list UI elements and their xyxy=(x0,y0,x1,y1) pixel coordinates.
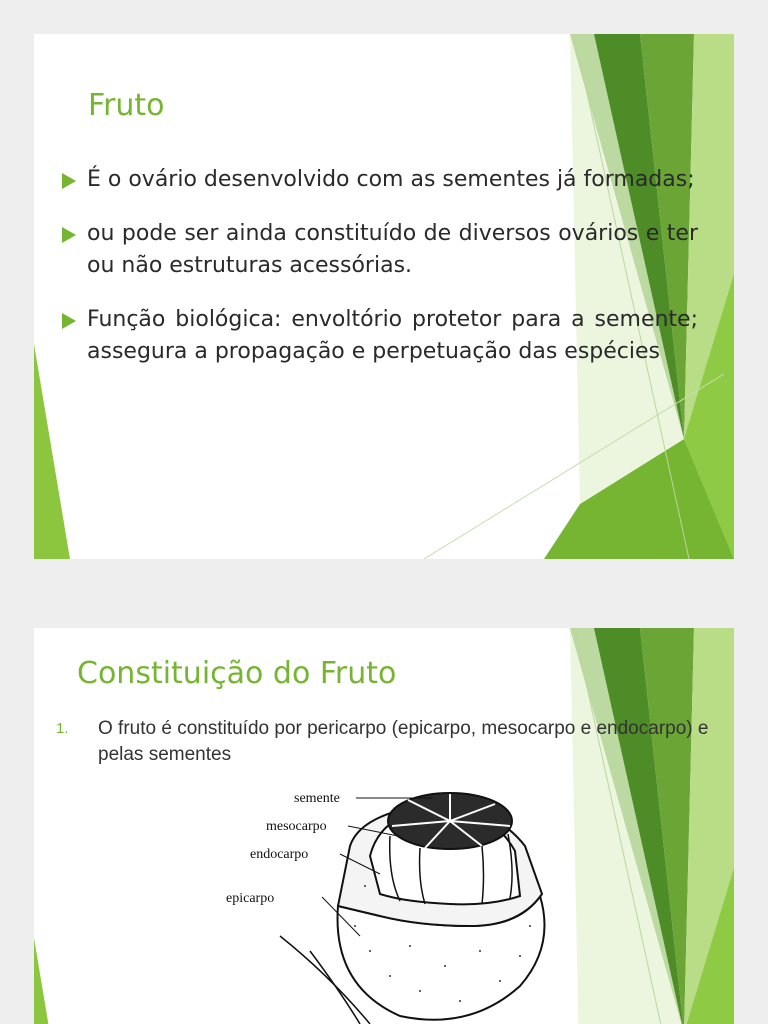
slide-fruto xyxy=(34,34,734,559)
bullet-text: Função biológica: envoltório protetor para a semente; assegura a propagação e perpetuação das espécies xyxy=(87,307,698,364)
label-epicarpo: epicarpo xyxy=(226,891,275,906)
slide-constituicao xyxy=(34,628,734,1024)
bullet-text: É o ovário desenvolvido com as sementes já formadas; xyxy=(87,167,695,192)
label-mesocarpo: mesocarpo xyxy=(266,819,327,834)
slide-title: Constituição do Fruto xyxy=(77,656,397,691)
label-endocarpo: endocarpo xyxy=(250,847,309,862)
triangle-right-icon xyxy=(62,313,76,329)
list-item xyxy=(62,164,698,196)
numbered-list xyxy=(56,716,726,768)
list-item xyxy=(62,218,698,282)
list-text: O fruto é constituído por pericarpo (epicarpo, mesocarpo e endocarpo) e pelas sementes xyxy=(98,718,709,765)
triangle-right-icon xyxy=(62,227,76,243)
list-item xyxy=(56,716,726,768)
list-item xyxy=(62,304,698,368)
bullet-list xyxy=(62,164,698,390)
list-number: 1. xyxy=(56,720,69,737)
bullet-text: ou pode ser ainda constituído de diversos ovários e ter ou não estruturas acessórias. xyxy=(87,221,698,278)
fruit-diagram xyxy=(220,776,560,1024)
label-semente: semente xyxy=(294,791,340,806)
slide-title: Fruto xyxy=(88,88,165,123)
triangle-right-icon xyxy=(62,173,76,189)
